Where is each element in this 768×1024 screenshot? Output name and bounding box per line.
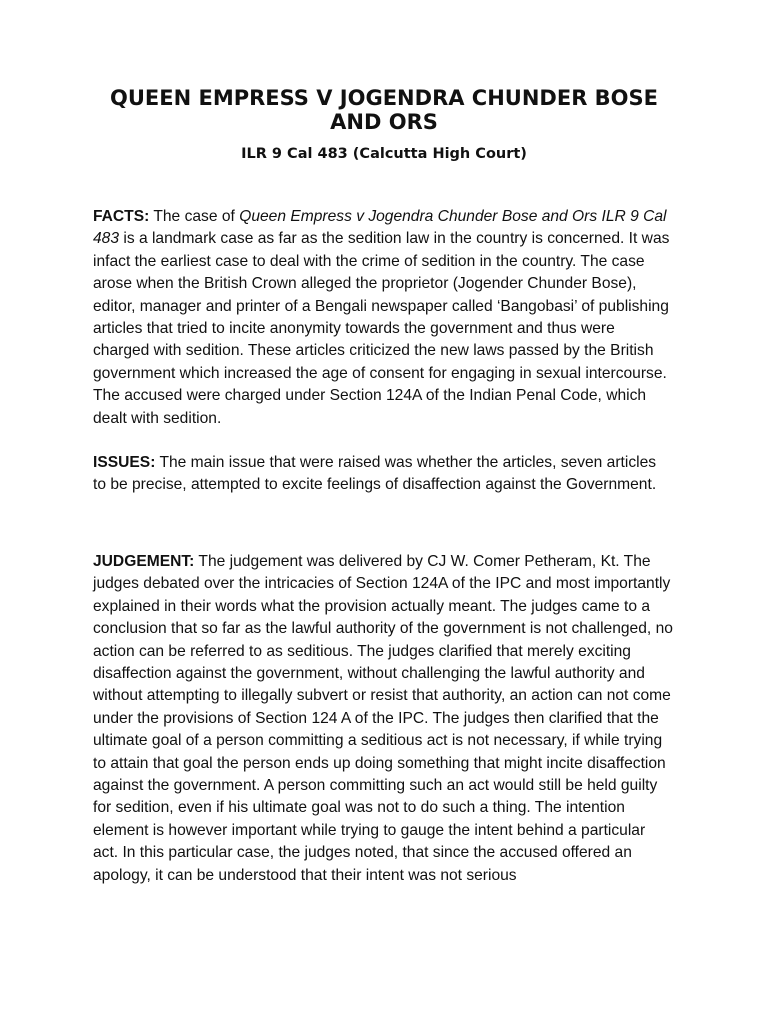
- facts-text-intro: The case of: [149, 208, 240, 225]
- issues-label: ISSUES:: [93, 454, 156, 471]
- issues-text: The main issue that were raised was whether the articles, seven articles to be precise, attempted to excite feelings of disaffection against the Government.: [93, 454, 657, 494]
- case-citation: ILR 9 Cal 483 (Calcutta High Court): [241, 146, 527, 162]
- judgement-paragraph: [93, 551, 673, 887]
- judgement-text: The judgement was delivered by CJ W. Comer Petheram, Kt. The judges debated over the intricacies of Section 124A of the IPC and most importantly explained in their words what the provision actually meant. The judges came to a conclusion that so far as the lawful authority of the government is not challenged, no action can be referred to as seditious. The judges clarified that merely exciting disaffection against the government, without challenging the lawful authority and without attempting to illegally subvert or resist that authority, an action can not come under the provisions of Section 124 A of the IPC. The judges then clarified that the ultimate goal of a person committing a seditious act is not necessary, if while trying to attain that goal the person ends up doing something that might incite disaffection against the government. A person committing such an act would still be held guilty for sedition, even if his ultimate goal was not to do such a thing. The intention element is however important while trying to gauge the intent behind a particular act. In this particular case, the judges noted, that since the accused offered an apology, it can be understood that their intent was not serious: [93, 553, 673, 884]
- issues-paragraph: [93, 452, 673, 497]
- facts-paragraph: [93, 206, 673, 430]
- facts-label: FACTS:: [93, 208, 150, 225]
- judgement-label: JUDGEMENT:: [93, 553, 195, 570]
- document-title: QUEEN EMPRESS V JOGENDRA CHUNDER BOSE AND ORS: [110, 86, 658, 134]
- facts-text-body: is a landmark case as far as the sedition law in the country is concerned. It was infact the earliest case to deal with the crime of sedition in the country. The case arose when the British Crown alleged the proprietor (Jogender Chunder Bose), editor, manager and printer of a Bengali newspaper called ‘Bangobasi’ of publishing articles that tried to incite anonymity towards the government and thus were charged with sedition. These articles criticized the new laws passed by the British government which increased the age of consent for engaging in sexual intercourse. The accused were charged under Section 124A of the Indian Penal Code, which dealt with sedition.: [93, 230, 670, 427]
- facts-case-name: Queen Empress v Jogendra Chunder Bose and Ors ILR 9 Cal 483: [93, 208, 667, 248]
